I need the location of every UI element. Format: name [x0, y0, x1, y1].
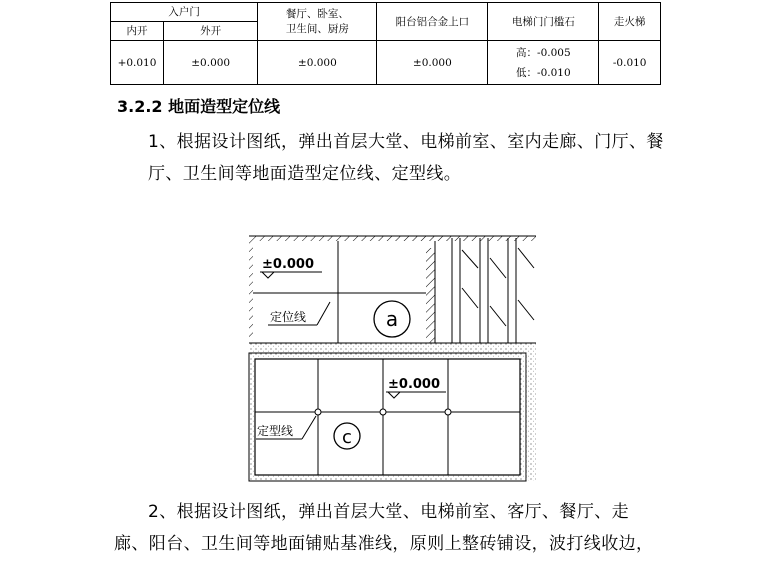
left-wall [249, 241, 253, 341]
floor-layout-diagram [230, 228, 540, 484]
cell-stairs: -0.010 [599, 41, 661, 85]
screed-strip [249, 343, 536, 353]
th-dining: 餐厅、卧室、 卫生间、厨房 [258, 3, 377, 41]
paragraph-1-text: 1、根据设计图纸，弹出首层大堂、电梯前室、室内走廊、门厅、餐厅、卫生间等地面造型定位线、定型线。 [148, 132, 664, 184]
th-inward: 内开 [111, 22, 164, 41]
top-wall [249, 236, 536, 241]
position-line-label [268, 302, 330, 325]
cell-elevator-low: 低：-0.010 [516, 66, 571, 79]
paragraph-2-line-1: 2、根据设计图纸，弹出首层大堂、电梯前室、客厅、餐厅、走 [148, 502, 630, 522]
th-balcony: 阳台铝合金上口 [377, 3, 488, 41]
th-outward: 外开 [164, 22, 258, 41]
cell-outward: ±0.000 [164, 41, 258, 85]
th-elevator: 电梯门门槛石 [488, 3, 599, 41]
paragraph-2 [114, 496, 674, 560]
circle-c-text: c [342, 427, 352, 448]
cell-elevator-high: 高：-0.005 [516, 46, 571, 59]
cell-elevator [488, 41, 599, 85]
th-stairs: 走火梯 [599, 3, 661, 41]
cell-balcony: ±0.000 [377, 41, 488, 85]
partition-wall [426, 248, 435, 343]
section-heading: 3.2.2 地面造型定位线 [117, 97, 281, 116]
th-entry-door: 入户门 [111, 3, 258, 22]
cell-inward: +0.010 [111, 41, 164, 85]
paragraph-2-line-2: 廊、阳台、卫生间等地面铺贴基准线，原则上整砖铺设，波打线收边， [114, 534, 654, 554]
level-spec-table [110, 2, 661, 85]
level-bottom-label: ±0.000 [388, 377, 441, 392]
stair-area [452, 238, 534, 343]
cell-dining: ±0.000 [258, 41, 377, 85]
circle-a-text: a [385, 307, 399, 331]
top-level-mark [260, 257, 322, 278]
circle-a-marker [374, 301, 410, 337]
level-top-label: ±0.000 [262, 257, 315, 272]
position-line-text: 定位线 [270, 310, 307, 324]
shape-line-text: 定型线 [257, 424, 294, 438]
paragraph-1 [114, 126, 674, 190]
